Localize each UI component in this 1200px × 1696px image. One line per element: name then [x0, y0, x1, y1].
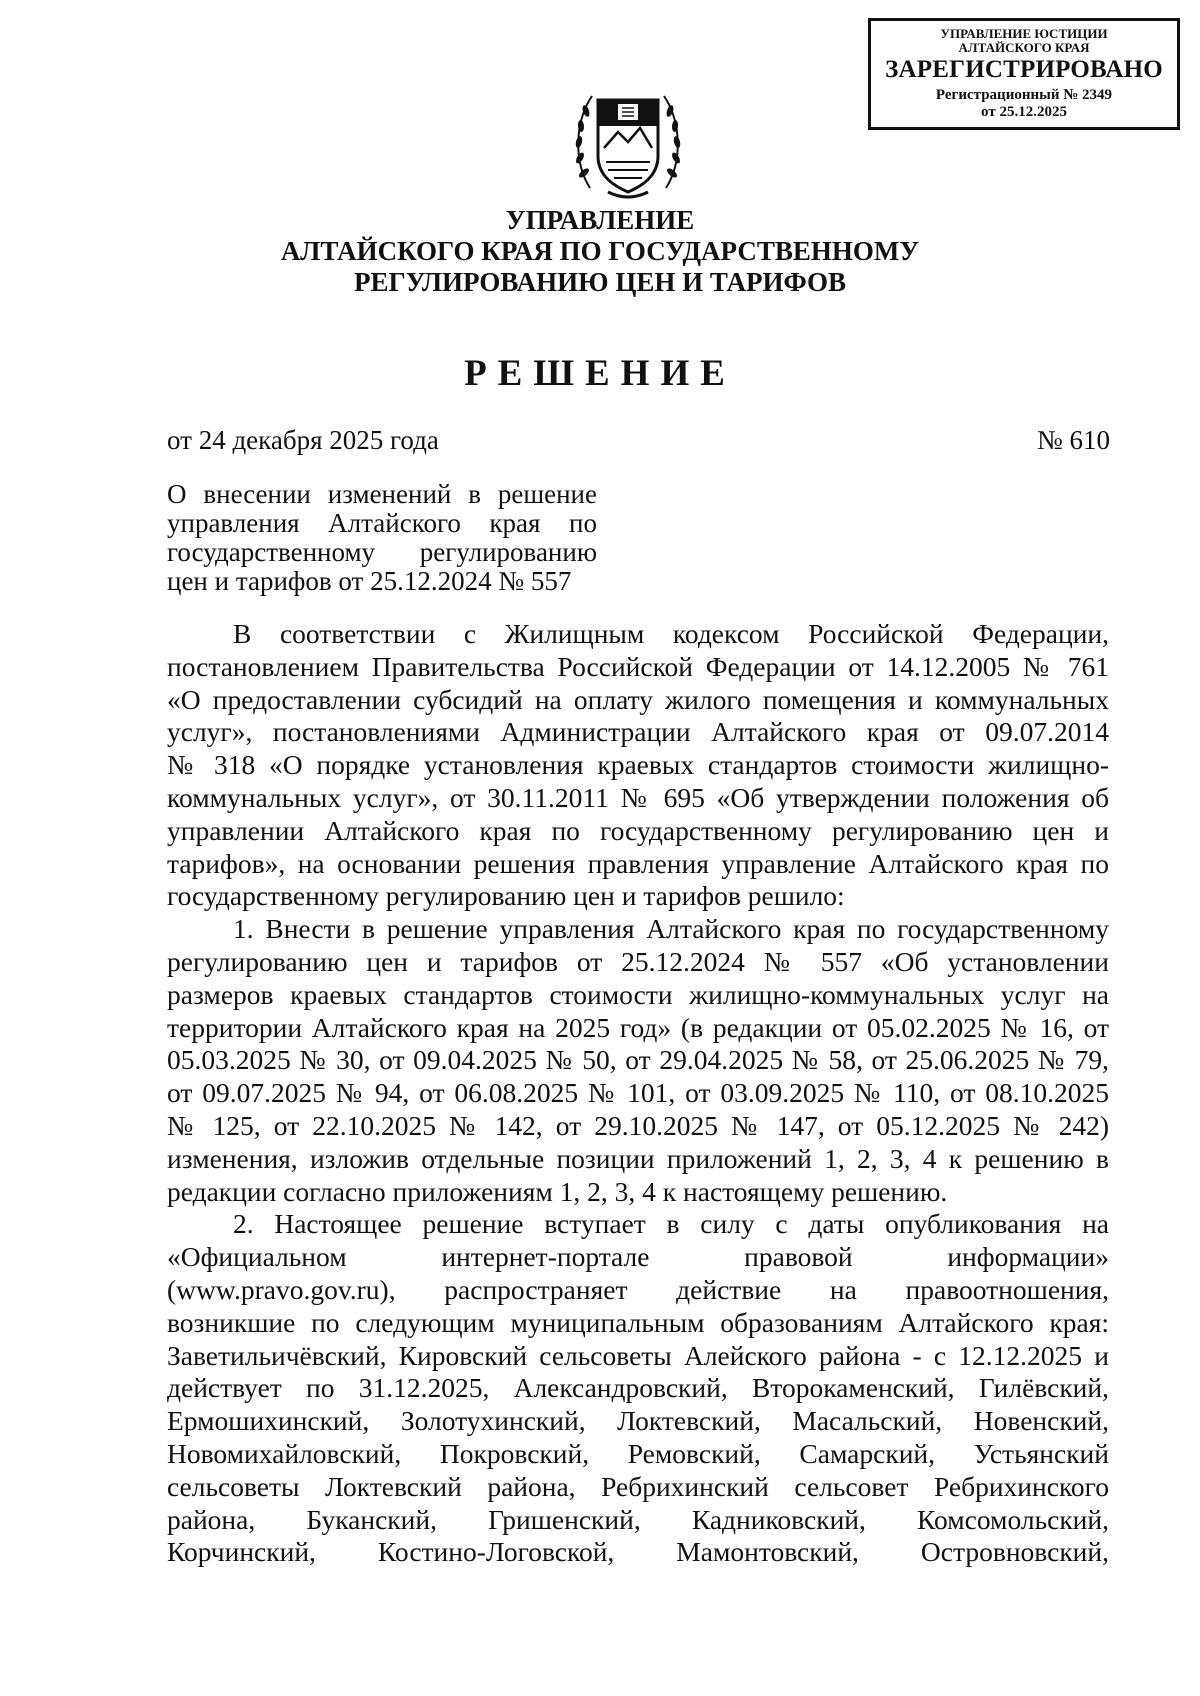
body-line: размеров краевых стандартов стоимости жилищно-коммунальных услуг на	[167, 978, 1109, 1010]
body-line: 2. Настоящее решение вступает в силу с даты опубликования на	[233, 1208, 1109, 1240]
body-line: коммунальных услуг», от 30.11.2011 № 695 «Об утверждении положения об	[167, 781, 1109, 813]
body-line: тарифов», на основании решения правления управление Алтайского края по	[167, 847, 1109, 879]
body-line: действует по 31.12.2025, Александровский, Второкаменский, Гилёвский,	[167, 1372, 1109, 1404]
body-line: сельсоветы Локтевский района, Ребрихинский сельсовет Ребрихинского	[167, 1470, 1109, 1502]
body-line: № 318 «О порядке установления краевых стандартов стоимости жилищно-	[167, 749, 1109, 781]
coat-of-arms-icon	[570, 78, 686, 204]
body-line: Корчинский, Костино-Логовской, Мамонтовский, Островновский,	[167, 1536, 1109, 1568]
body-line: 05.03.2025 № 30, от 09.04.2025 № 50, от 29.04.2025 № 58, от 25.06.2025 № 79,	[167, 1044, 1109, 1076]
body-line: постановлением Правительства Российской Федерации от 14.12.2005 № 761	[167, 650, 1109, 682]
body-line: Новомихайловский, Покровский, Ремовский, Самарский, Устьянский	[167, 1437, 1109, 1469]
body-line: возникшие по следующим муниципальным образованиям Алтайского края:	[167, 1306, 1109, 1338]
document-body	[167, 618, 1109, 1569]
body-line: изменения, изложив отдельные позиции приложений 1, 2, 3, 4 к решению в	[167, 1142, 1109, 1174]
subject-line: управления Алтайского края по	[167, 508, 597, 538]
body-line: «О предоставлении субсидий на оплату жилого помещения и коммунальных	[167, 683, 1109, 715]
subject-line: цен и тарифов от 25.12.2024 № 557	[167, 566, 572, 596]
body-line: от 09.07.2025 № 94, от 06.08.2025 № 101, от 03.09.2025 № 110, от 08.10.2025	[167, 1077, 1109, 1109]
stamp-status: ЗАРЕГИСТРИРОВАНО	[885, 56, 1163, 83]
org-name-line1: УПРАВЛЕНИЕ	[505, 205, 695, 235]
stamp-agency-line1: УПРАВЛЕНИЕ ЮСТИЦИИ	[940, 26, 1108, 41]
document-date: от 24 декабря 2025 года	[167, 425, 439, 455]
body-line: В соответствии с Жилищным кодексом Российской Федерации,	[233, 618, 1109, 649]
body-line: № 125, от 22.10.2025 № 142, от 29.10.2025 № 147, от 05.12.2025 № 242)	[167, 1109, 1109, 1141]
stamp-reg-number: Регистрационный № 2349	[935, 87, 1113, 103]
body-line: территории Алтайского края на 2025 год» (в редакции от 05.02.2025 № 16, от	[167, 1011, 1109, 1043]
body-line: «Официальном интернет-портале правовой информации»	[167, 1241, 1109, 1273]
document-subject	[167, 480, 597, 596]
body-line: редакции согласно приложениям 1, 2, 3, 4 к настоящему решению.	[167, 1175, 948, 1207]
body-line: услуг», постановлениями Администрации Алтайского края от 09.07.2014	[167, 716, 1109, 748]
body-line: управлении Алтайского края по государственному регулированию цен и	[167, 814, 1109, 846]
body-line: регулированию цен и тарифов от 25.12.2024 № 557 «Об установлении	[167, 945, 1109, 977]
registration-stamp	[868, 18, 1180, 130]
subject-line: государственному регулированию	[167, 537, 597, 567]
body-line: 1. Внести в решение управления Алтайского края по государственному	[233, 913, 1109, 945]
document-type-title: РЕШЕНИЕ	[464, 353, 736, 394]
org-name-line2: АЛТАЙСКОГО КРАЯ ПО ГОСУДАРСТВЕННОМУ	[280, 236, 920, 266]
org-name-line3: РЕГУЛИРОВАНИЮ ЦЕН И ТАРИФОВ	[353, 267, 847, 297]
stamp-agency-line2: АЛТАЙСКОГО КРАЯ	[958, 40, 1090, 55]
body-line: Ермошихинский, Золотухинский, Локтевский, Масальский, Новенский,	[167, 1405, 1109, 1437]
subject-line: О внесении изменений в решение	[167, 479, 597, 509]
body-line: Заветильичёвский, Кировский сельсоветы Алейского района - с 12.12.2025 и	[167, 1339, 1109, 1371]
body-line: (www.pravo.gov.ru), распространяет действие на правоотношения,	[167, 1273, 1109, 1305]
body-line: государственному регулированию цен и тарифов решило:	[167, 880, 845, 912]
document-number: № 610	[1036, 425, 1110, 455]
stamp-reg-date: от 25.12.2025	[981, 104, 1067, 120]
body-line: района, Буканский, Гришенский, Кадниковский, Комсомольский,	[167, 1503, 1109, 1535]
